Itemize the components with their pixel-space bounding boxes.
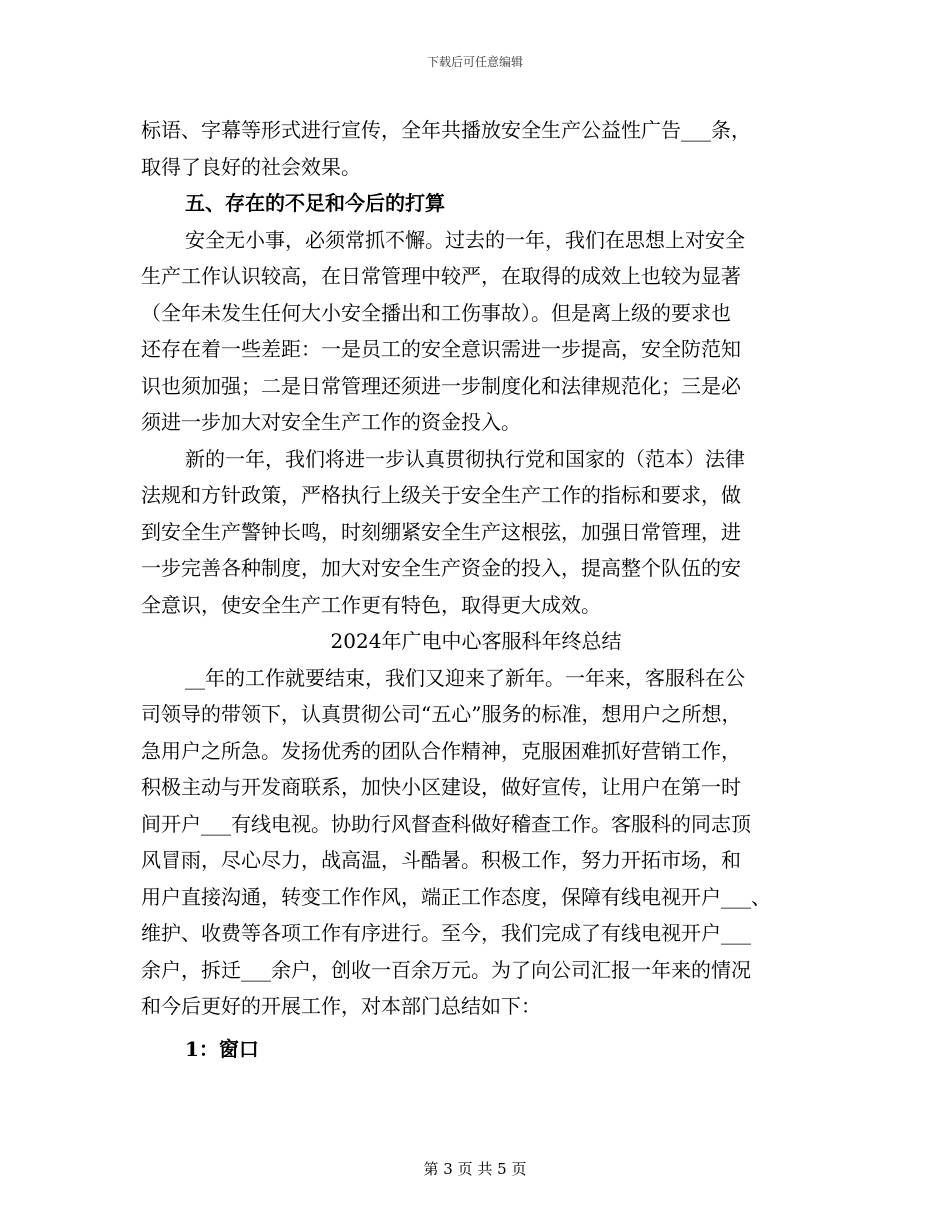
body-paragraph [141, 222, 811, 441]
text-line: 还存在着一些差距：一是员工的安全意识需进一步提高，安全防范知 [141, 337, 741, 361]
text-line: 法规和方针政策，严格执行上级关于安全生产工作的指标和要求，做 [141, 483, 741, 507]
text-line: 司领导的带领下，认真贯彻公司“五心”服务的标准，想用户之所想， [141, 702, 742, 726]
page-header-note: 下载后可任意编辑 [426, 55, 523, 69]
text-line: （全年未发生任何大小安全播出和工伤事故）。但是离上级的要求也 [141, 300, 731, 325]
subsection-heading: 1：窗口 [185, 1036, 259, 1061]
document-body [141, 112, 811, 1067]
text-line: 一步完善各种制度，加大对安全生产资金的投入，提高整个队伍的安 [141, 556, 741, 580]
text-line: 用户直接沟通，转变工作作风，端正工作态度，保障有线电视开户___、 [141, 884, 771, 909]
document-title: 2024年广电中心客服科年终总结 [330, 629, 622, 653]
text-line: 取得了良好的社会效果。 [141, 154, 361, 179]
text-line: 到安全生产警钟长鸣，时刻绷紧安全生产这根弦，加强日常管理，进 [141, 519, 741, 544]
page-footer: 第 3 页 共 5 页 [423, 1160, 527, 1178]
text-line: 间开户___有线电视。协助行风督查科做好稽查工作。客服科的同志顶 [141, 811, 751, 836]
text-line: 新的一年，我们将进一步认真贯彻执行党和国家的（范本）法律 [185, 446, 745, 471]
text-line: 标语、字幕等形式进行宣传，全年共播放安全生产公益性广告___条， [141, 118, 751, 142]
text-line: 急用户之所急。发扬优秀的团队合作精神，克服困难抓好营销工作， [141, 738, 741, 763]
section-heading: 五、存在的不足和今后的打算 [185, 191, 445, 215]
text-line: 维护、收费等各项工作有序进行。至今，我们完成了有线电视开户___ [141, 921, 751, 945]
text-line: 生产工作认识较高，在日常管理中较严，在取得的成效上也较为显著 [141, 264, 741, 288]
body-paragraph [141, 660, 811, 1025]
text-line: 安全无小事，必须常抓不懈。过去的一年，我们在思想上对安全 [185, 227, 745, 252]
text-line: 须进一步加大对安全生产工作的资金投入。 [141, 410, 521, 434]
text-line: 风冒雨，尽心尽力，战高温，斗酷暑。积极工作，努力开拓市场，和 [141, 848, 741, 872]
text-line: __年的工作就要结束，我们又迎来了新年。一年来，客服科在公 [185, 665, 745, 690]
text-line: 积极主动与开发商联系，加快小区建设，做好宣传，让用户在第一时 [141, 775, 741, 799]
text-line: 和今后更好的开展工作，对本部门总结如下： [141, 994, 541, 1018]
text-line: 全意识，使安全生产工作更有特色，取得更大成效。 [141, 592, 601, 617]
text-line: 识也须加强；二是日常管理还须进一步制度化和法律规范化；三是必 [141, 373, 741, 398]
text-line: 余户，拆迁___余户，创收一百余万元。为了向公司汇报一年来的情况 [141, 957, 751, 982]
continuation-paragraph [141, 112, 811, 185]
body-paragraph [141, 441, 811, 624]
